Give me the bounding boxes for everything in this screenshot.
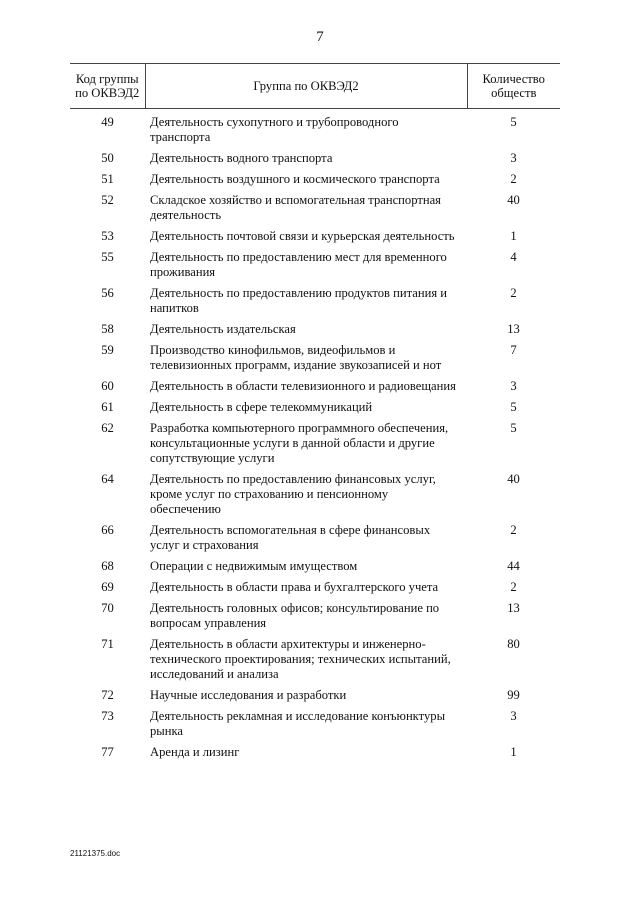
table-row: [70, 709, 560, 745]
table-row: [70, 250, 560, 286]
table-row: [70, 523, 560, 559]
table-body: [70, 109, 560, 767]
document-id: 21121375.doc: [70, 849, 121, 858]
table-row: [70, 637, 560, 688]
company-count-cell: 3: [510, 709, 517, 723]
okved-code-cell: 58: [101, 322, 114, 336]
header-name: Группа по ОКВЭД2: [145, 64, 467, 109]
header-count: Количество обществ: [467, 64, 560, 109]
company-count-cell: 3: [510, 151, 517, 165]
company-count-cell: 2: [510, 286, 517, 300]
company-count-cell: 2: [510, 172, 517, 186]
group-name-cell: Деятельность по предоставлению финансовых услуг, кроме услуг по страхованию и пенсионному обеспечению: [150, 472, 436, 516]
table-row: [70, 379, 560, 400]
group-name-cell: Деятельность в области архитектуры и инженерно-технического проектирования; технических испытаний, исследований и анализа: [150, 637, 451, 681]
okved-code-cell: 55: [101, 250, 114, 264]
group-name-cell: Разработка компьютерного программного обеспечения, консультационные услуги в данной области и другие сопутствующие услуги: [150, 421, 449, 465]
okved-code-cell: 68: [101, 559, 114, 573]
group-name-cell: Складское хозяйство и вспомогательная транспортная деятельность: [150, 193, 441, 222]
table-row: [70, 472, 560, 523]
group-name-cell: Деятельность по предоставлению мест для временного проживания: [150, 250, 447, 279]
group-name-cell: Деятельность в области права и бухгалтерского учета: [150, 580, 439, 594]
table-row: [70, 343, 560, 379]
group-name-cell: Деятельность воздушного и космического транспорта: [150, 172, 440, 186]
group-name-cell: Научные исследования и разработки: [150, 688, 347, 702]
table-row: [70, 151, 560, 172]
okved-code-cell: 64: [101, 472, 114, 486]
okved-code-cell: 56: [101, 286, 114, 300]
company-count-cell: 2: [510, 580, 517, 594]
okved-code-cell: 77: [101, 745, 114, 759]
okved-table: [70, 63, 560, 766]
okved-code-cell: 73: [101, 709, 114, 723]
group-name-cell: Деятельность в сфере телекоммуникаций: [150, 400, 373, 414]
table-row: [70, 421, 560, 472]
table-row: [70, 229, 560, 250]
company-count-cell: 5: [510, 421, 517, 435]
group-name-cell: Деятельность вспомогательная в сфере финансовых услуг и страхования: [150, 523, 431, 552]
company-count-cell: 40: [507, 472, 520, 486]
company-count-cell: 44: [507, 559, 520, 573]
table-row: [70, 745, 560, 766]
company-count-cell: 7: [510, 343, 517, 357]
company-count-cell: 5: [510, 115, 517, 129]
table-row: [70, 688, 560, 709]
company-count-cell: 4: [510, 250, 517, 264]
company-count-cell: 1: [510, 745, 517, 759]
company-count-cell: 1: [510, 229, 517, 243]
table-row: [70, 115, 560, 151]
group-name-cell: Деятельность рекламная и исследование конъюнктуры рынка: [150, 709, 446, 738]
company-count-cell: 99: [507, 688, 520, 702]
table-row: [70, 193, 560, 229]
okved-code-cell: 72: [101, 688, 114, 702]
group-name-cell: Деятельность сухопутного и трубопроводного транспорта: [150, 115, 399, 144]
table-row: [70, 172, 560, 193]
okved-code-cell: 60: [101, 379, 114, 393]
okved-code-cell: 53: [101, 229, 114, 243]
company-count-cell: 3: [510, 379, 517, 393]
table-row: [70, 322, 560, 343]
okved-code-cell: 62: [101, 421, 114, 435]
table-header: [70, 64, 560, 109]
group-name-cell: Деятельность в области телевизионного и радиовещания: [150, 379, 456, 393]
table-row: [70, 601, 560, 637]
group-name-cell: Деятельность почтовой связи и курьерская деятельность: [150, 229, 455, 243]
okved-code-cell: 59: [101, 343, 114, 357]
okved-code-cell: 66: [101, 523, 114, 537]
group-name-cell: Аренда и лизинг: [150, 745, 240, 759]
group-name-cell: Деятельность издательская: [150, 322, 296, 336]
company-count-cell: 2: [510, 523, 517, 537]
okved-code-cell: 49: [101, 115, 114, 129]
group-name-cell: Производство кинофильмов, видеофильмов и телевизионных программ, издание звукозаписей и нот: [150, 343, 442, 372]
company-count-cell: 40: [507, 193, 520, 207]
okved-code-cell: 69: [101, 580, 114, 594]
table-row: [70, 559, 560, 580]
okved-code-cell: 50: [101, 151, 114, 165]
okved-code-cell: 52: [101, 193, 114, 207]
company-count-cell: 80: [507, 637, 520, 651]
company-count-cell: 5: [510, 400, 517, 414]
header-code: Код группы по ОКВЭД2: [70, 64, 145, 109]
group-name-cell: Деятельность головных офисов; консультирование по вопросам управления: [150, 601, 440, 630]
group-name-cell: Деятельность водного транспорта: [150, 151, 333, 165]
group-name-cell: Операции с недвижимым имуществом: [150, 559, 358, 573]
okved-code-cell: 71: [101, 637, 114, 651]
okved-code-cell: 51: [101, 172, 114, 186]
group-name-cell: Деятельность по предоставлению продуктов питания и напитков: [150, 286, 448, 315]
company-count-cell: 13: [507, 601, 520, 615]
page-number: 7: [316, 29, 324, 45]
okved-code-cell: 61: [101, 400, 114, 414]
company-count-cell: 13: [507, 322, 520, 336]
table-row: [70, 580, 560, 601]
table-row: [70, 286, 560, 322]
table-row: [70, 400, 560, 421]
okved-code-cell: 70: [101, 601, 114, 615]
